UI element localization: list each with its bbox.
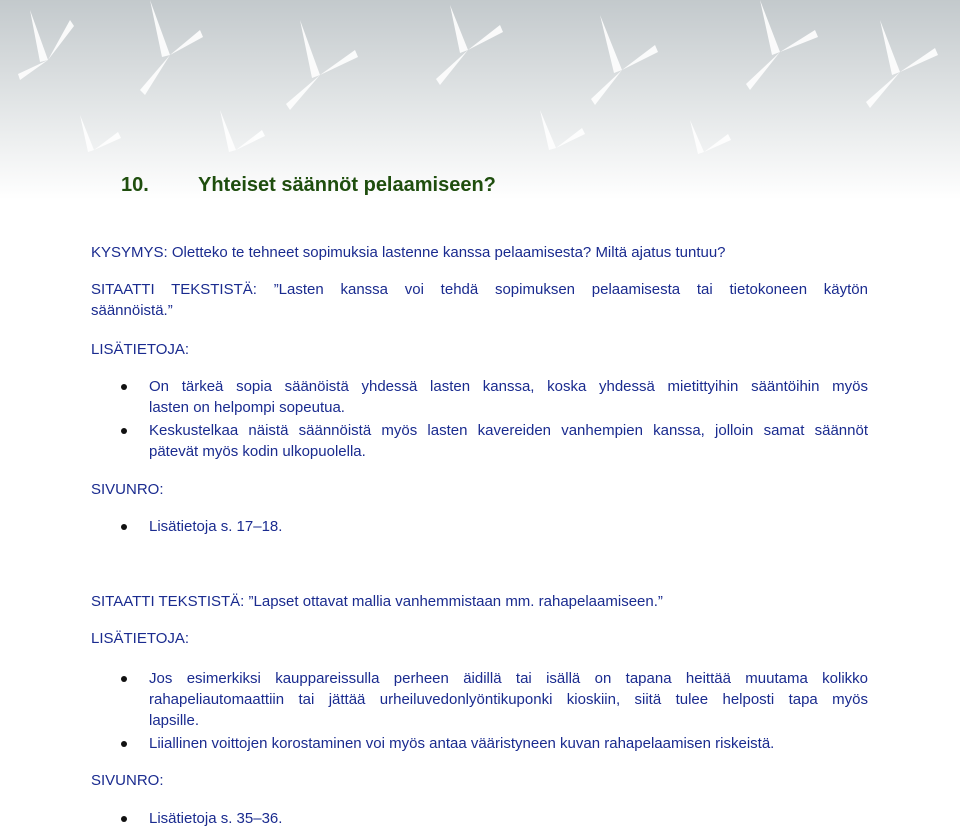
bullet-text	[149, 376, 868, 418]
bullet-line: On tärkeä sopia säänöistä yhdessä lasten kanssa, koska yhdessä mietittyihin sääntöihin myös	[149, 378, 868, 395]
bullet-line: lasten on helpompi sopeutua.	[149, 399, 345, 416]
section-title: Yhteiset säännöt pelaamiseen?	[198, 174, 496, 196]
section-heading	[121, 174, 496, 197]
bullet-text	[149, 733, 868, 754]
bullet-icon	[121, 676, 127, 682]
section-number: 10.	[121, 174, 149, 196]
bullet-text	[149, 668, 868, 731]
bullet-icon	[121, 428, 127, 434]
bullet-text	[149, 516, 868, 537]
info2-label: LISÄTIETOJA:	[91, 630, 190, 647]
bullet-icon	[121, 741, 127, 747]
quote2-text: SITAATTI TEKSTISTÄ: ”Lapset ottavat mallia vanhemmistaan mm. rahapelaamiseen.”	[91, 593, 663, 610]
page-ref2-item: Lisätietoja s. 35–36.	[149, 810, 283, 827]
quote1-line1: SITAATTI TEKSTISTÄ: ”Lasten kanssa voi tehdä sopimuksen pelaamisesta tai tietokoneen käytön	[91, 281, 868, 298]
bullet-text	[149, 420, 868, 462]
bullet-line: pätevät myös kodin ulkopuolella.	[149, 443, 366, 460]
bullet-icon	[121, 384, 127, 390]
bullet-line: Jos esimerkiksi kauppareissulla perheen äidillä tai isällä on tapana heittää muutama kolikko	[149, 670, 868, 687]
info1-label: LISÄTIETOJA:	[91, 341, 190, 358]
bullet-line: lapsille.	[149, 712, 200, 729]
page-ref2-label: SIVUNRO:	[91, 772, 164, 789]
bullet-icon	[121, 524, 127, 530]
quote1-line2: säännöistä.”	[91, 302, 173, 319]
bullet-line: Liiallinen voittojen korostaminen voi myös antaa vääristyneen kuvan rahapelaamisen riskeistä.	[149, 735, 775, 752]
bullet-line: rahapeliautomaattiin tai jättää urheiluvedonlyöntikuponki kioskiin, siitä tulee helposti tapa myös	[149, 691, 868, 708]
page-ref1-label: SIVUNRO:	[91, 481, 164, 498]
page-ref1-item: Lisätietoja s. 17–18.	[149, 518, 283, 535]
bullet-line: Keskustelkaa näistä säännöistä myös lasten kavereiden vanhempien kanssa, jolloin samat säännöt	[149, 422, 868, 439]
bullet-icon	[121, 816, 127, 822]
bullet-text	[149, 808, 868, 829]
question-text: KYSYMYS: Oletteko te tehneet sopimuksia lastenne kanssa pelaamisesta? Miltä ajatus tuntuu?	[91, 244, 726, 261]
